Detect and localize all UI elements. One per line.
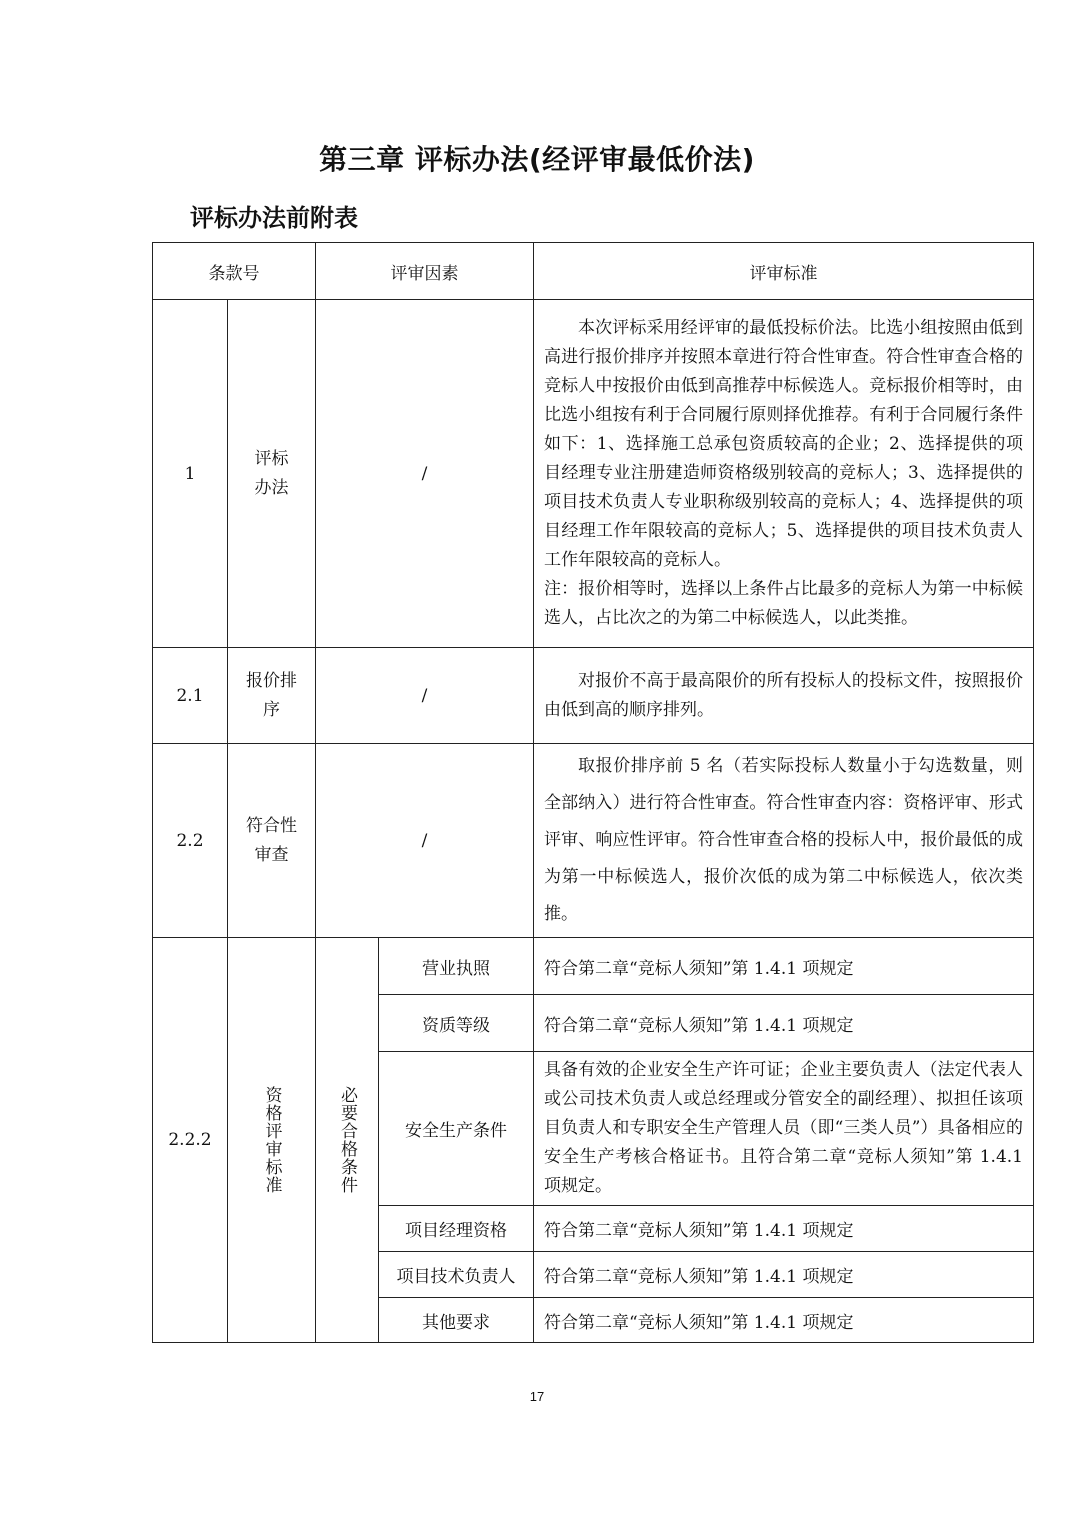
standard-cell — [534, 300, 1034, 648]
page-number: 17 — [529, 1389, 545, 1404]
standard-main-text: 本次评标采用经评审的最低投标价法。比选小组按照由低到高进行报价排序并按照本章进行符合性审查。符合性审查合格的竞标人中按报价由低到高推荐中标候选人。竞标报价相等时，由比选小组按有利于合同履行原则择优推荐。有利于合同履行条件如下：1、选择施工总承包资质较高的企业；2、选择提供的项目经理专业注册建造师资格级别较高的竞标人；3、选择提供的项目技术负责人专业职称级别较高的竞标人；4、选择提供的项目经理工作年限较高的竞标人；5、选择提供的项目技术负责人工作年限较高的竞标人。 — [544, 318, 1023, 570]
qual-factor: 营业执照 — [379, 938, 534, 995]
factor-cell: / — [316, 744, 534, 938]
table-row — [153, 648, 1034, 744]
clause-name-text: 评标办法 — [254, 448, 289, 498]
table-row — [153, 744, 1034, 938]
table-row — [153, 300, 1034, 648]
qual-factor: 项目技术负责人 — [379, 1252, 534, 1298]
qual-factor: 项目经理资格 — [379, 1206, 534, 1252]
qual-factor: 安全生产条件 — [379, 1052, 534, 1206]
factor-cell: / — [316, 648, 534, 744]
standard-note-text: 注：报价相等时，选择以上条件占比最多的竞标人为第一中标候选人，占比次之的为第二中标候选人，以此类推。 — [544, 579, 1023, 628]
qual-standard: 具备有效的企业安全生产许可证；企业主要负责人（法定代表人或公司技术负责人或总经理或分管安全的副经理）、拟担任该项目负责人和专职安全生产管理人员（即“三类人员”）具备相应的安全生产考核合格证书。且符合第二章“竞标人须知”第 1.4.1 项规定。 — [534, 1052, 1034, 1206]
qual-standard: 符合第二章“竞标人须知”第 1.4.1 项规定 — [534, 1252, 1034, 1298]
qual-standard: 符合第二章“竞标人须知”第 1.4.1 项规定 — [534, 995, 1034, 1052]
qual-standard: 符合第二章“竞标人须知”第 1.4.1 项规定 — [534, 1206, 1034, 1252]
clause-name-vertical: 资格评审标准 — [261, 1086, 282, 1194]
qual-standard: 符合第二章“竞标人须知”第 1.4.1 项规定 — [534, 1298, 1034, 1343]
group-name-vertical: 必要合格条件 — [337, 1086, 357, 1194]
clause-name — [228, 648, 316, 744]
clause-no: 2.1 — [153, 648, 228, 744]
clause-no: 2.2.2 — [153, 938, 228, 1343]
table-row — [153, 938, 1034, 995]
qual-standard: 符合第二章“竞标人须知”第 1.4.1 项规定 — [534, 938, 1034, 995]
clause-no: 1 — [153, 300, 228, 648]
clause-no: 2.2 — [153, 744, 228, 938]
header-standard: 评审标准 — [534, 243, 1034, 300]
table-header-row — [153, 243, 1034, 300]
clause-name — [228, 744, 316, 938]
qual-factor: 资质等级 — [379, 995, 534, 1052]
clause-name-text: 报价排序 — [246, 670, 297, 720]
evaluation-table — [152, 242, 1034, 1343]
group-cell — [316, 938, 379, 1343]
clause-name-text: 符合性审查 — [246, 815, 297, 865]
clause-name — [228, 938, 316, 1343]
section-title: 评标办法前附表 — [190, 204, 358, 232]
qual-factor: 其他要求 — [379, 1298, 534, 1343]
header-factor: 评审因素 — [316, 243, 534, 300]
standard-cell: 对报价不高于最高限价的所有投标人的投标文件，按照报价由低到高的顺序排列。 — [534, 648, 1034, 744]
page-title: 第三章 评标办法(经评审最低价法) — [319, 143, 755, 176]
factor-cell: / — [316, 300, 534, 648]
header-clause-no: 条款号 — [153, 243, 316, 300]
standard-cell: 取报价排序前 5 名（若实际投标人数量小于勾选数量，则全部纳入）进行符合性审查。符合性审查内容：资格评审、形式评审、响应性评审。符合性审查合格的投标人中，报价最低的成为第一中标候选人，报价次低的成为第二中标候选人，依次类推。 — [534, 744, 1034, 938]
clause-name — [228, 300, 316, 648]
